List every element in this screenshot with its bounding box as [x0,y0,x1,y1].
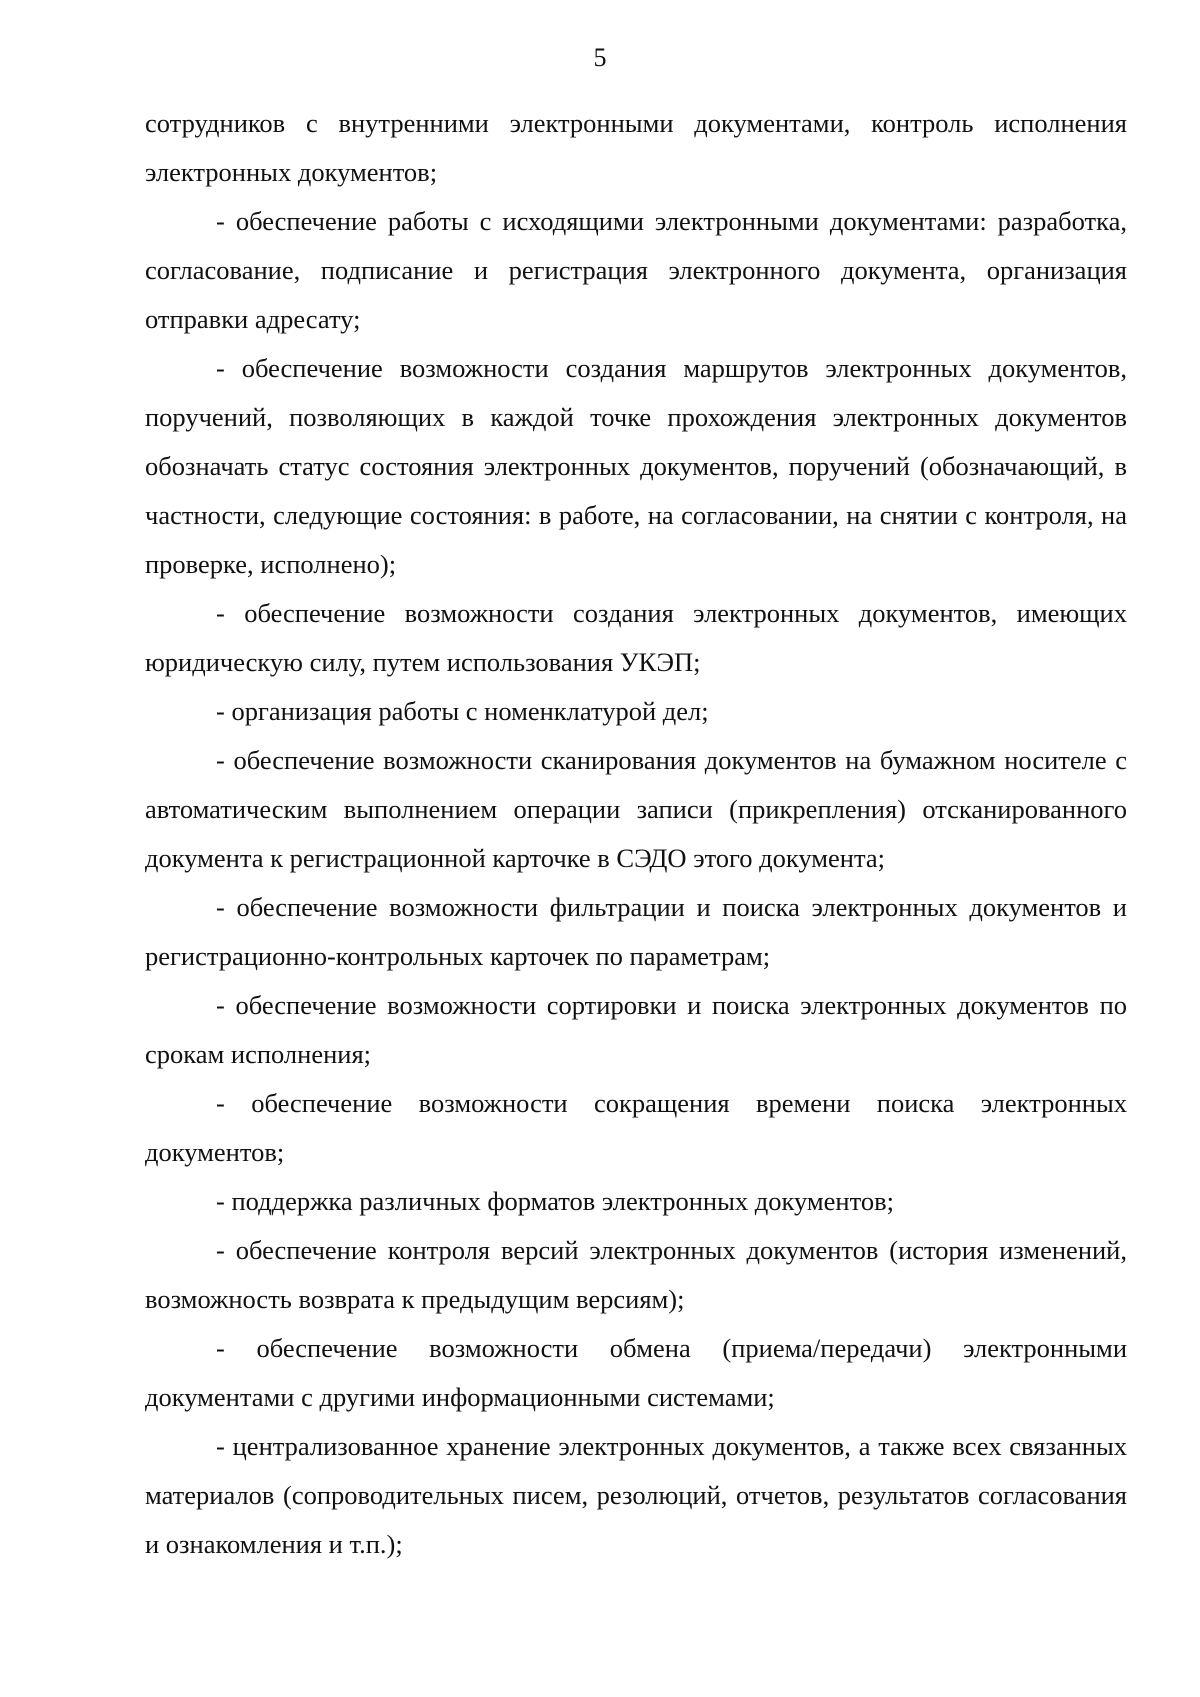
list-item-sorting: - обеспечение возможности сортировки и поиска электронных документов по срокам исполнения; [145,990,1127,1069]
list-item-document-routes: - обеспечение возможности создания маршрутов электронных документов, поручений, позволяющих в каждой точке прохождения электронных документов обозначать статус состояния электронных документов, поручений (обозначающий, в частности, следующие состояния: в работе, на согласовании, на снятии с контроля, на проверке, исполнено); [145,353,1127,579]
list-item-formats: - поддержка различных форматов электронных документов; [216,1186,894,1216]
list-item-exchange: - обеспечение возможности обмена (приема/передачи) электронными документами с другими информационными системами; [145,1333,1127,1412]
document-body [145,99,1127,1569]
list-item-outgoing-documents: - обеспечение работы с исходящими электронными документами: разработка, согласование, подписание и регистрация электронного документа, организация отправки адресату; [145,206,1127,334]
list-item-legal-force: - обеспечение возможности создания электронных документов, имеющих юридическую силу, путем использования УКЭП; [145,598,1127,677]
paragraph-continuation: сотрудников с внутренними электронными документами, контроль исполнения электронных документов; [145,108,1127,187]
list-item-version-control: - обеспечение контроля версий электронных документов (история изменений, возможность возврата к предыдущим версиям); [145,1235,1127,1314]
list-item-nomenclature: - организация работы с номенклатурой дел; [216,696,709,726]
list-item-scanning: - обеспечение возможности сканирования документов на бумажном носителе с автоматическим выполнением операции записи (прикрепления) отсканированного документа к регистрационной карточке в СЭДО этого документа; [145,745,1127,873]
list-item-search-time: - обеспечение возможности сокращения времени поиска электронных документов; [145,1088,1127,1167]
page-number: 5 [593,43,607,72]
list-item-storage: - централизованное хранение электронных документов, а также всех связанных материалов (сопроводительных писем, резолюций, отчетов, результатов согласования и ознакомления и т.п.); [145,1431,1127,1559]
list-item-filtering: - обеспечение возможности фильтрации и поиска электронных документов и регистрационно-контрольных карточек по параметрам; [145,892,1127,971]
